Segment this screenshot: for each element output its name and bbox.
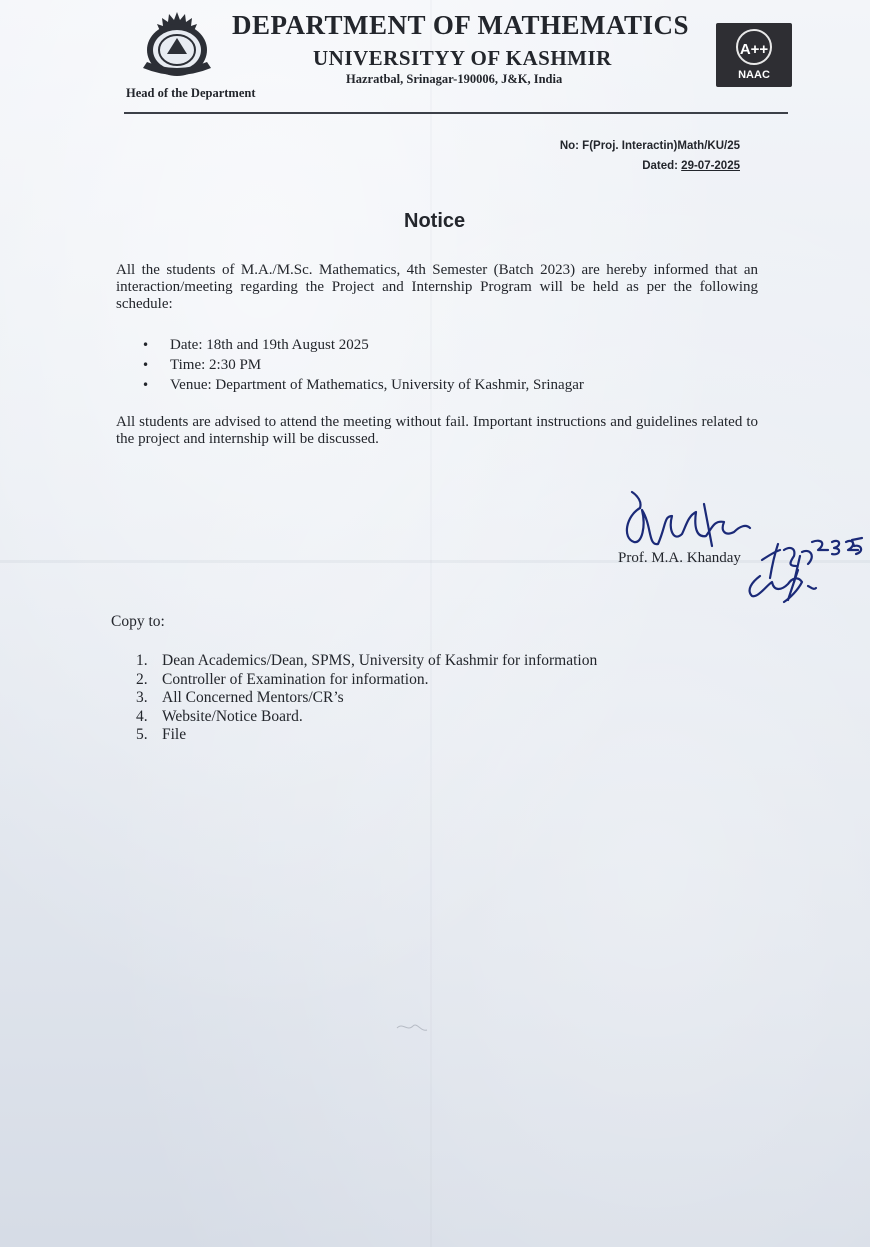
bullet-icon: • [142, 358, 150, 372]
item-number: 4. [136, 707, 148, 725]
schedule-venue: Venue: Department of Mathematics, University of Kashmir, Srinagar [170, 377, 584, 393]
schedule-date: Date: 18th and 19th August 2025 [170, 337, 369, 353]
list-item [142, 355, 584, 375]
item-text: File [162, 726, 187, 743]
notice-intro: All the students of M.A./M.Sc. Mathematics, 4th Semester (Batch 2023) are hereby informed that an interaction/meeting regarding the Project and Internship Program will be held as per the following schedule: [116, 262, 758, 312]
naac-grade: A++ [739, 41, 769, 58]
university-title: UNIVERSITYY OF KASHMIR [313, 46, 612, 70]
list-item [136, 671, 597, 690]
schedule-list [142, 335, 584, 395]
paper-fold [430, 0, 432, 1247]
item-number: 5. [136, 726, 148, 743]
naac-badge [716, 23, 792, 87]
bullet-icon: • [142, 378, 150, 392]
copy-to-label: Copy to: [111, 613, 165, 630]
item-number: 3. [136, 689, 148, 706]
item-text: Controller of Examination for information. [162, 670, 429, 688]
list-item [142, 375, 584, 395]
date-value: 29-07-2025 [681, 160, 740, 172]
notice-closing: All students are advised to attend the meeting without fail. Important instructions and guidelines related to the project and internship will be discussed. [116, 414, 758, 447]
list-item [136, 652, 597, 671]
office-label: Head of the Department [126, 86, 256, 100]
university-seal-logo [133, 10, 221, 80]
header-divider [124, 112, 788, 114]
item-text: All Concerned Mentors/CR’s [162, 689, 344, 706]
ink-smudge [395, 1018, 429, 1040]
signatory-name: Prof. M.A. Khanday [618, 550, 741, 566]
copy-to-list [136, 652, 597, 745]
notice-title: Notice [404, 210, 466, 232]
address-line: Hazratbal, Srinagar-190006, J&K, India [346, 72, 563, 86]
naac-label: NAAC [738, 69, 770, 81]
handwritten-signature [612, 486, 868, 612]
list-item [136, 689, 597, 708]
department-title: DEPARTMENT OF MATHEMATICS [232, 10, 690, 40]
item-number: 1. [136, 652, 148, 669]
reference-block [470, 136, 740, 176]
item-number: 2. [136, 670, 148, 688]
list-item [142, 335, 584, 355]
list-item [136, 726, 597, 745]
date-label: Dated: [642, 160, 678, 172]
list-item [136, 708, 597, 727]
bullet-icon: • [142, 338, 150, 352]
item-text: Website/Notice Board. [162, 707, 303, 725]
reference-number: No: F(Proj. Interactin)Math/KU/25 [559, 140, 740, 152]
reference-date [470, 156, 740, 176]
item-text: Dean Academics/Dean, SPMS, University of Kashmir for information [162, 652, 598, 669]
schedule-time: Time: 2:30 PM [170, 357, 262, 373]
